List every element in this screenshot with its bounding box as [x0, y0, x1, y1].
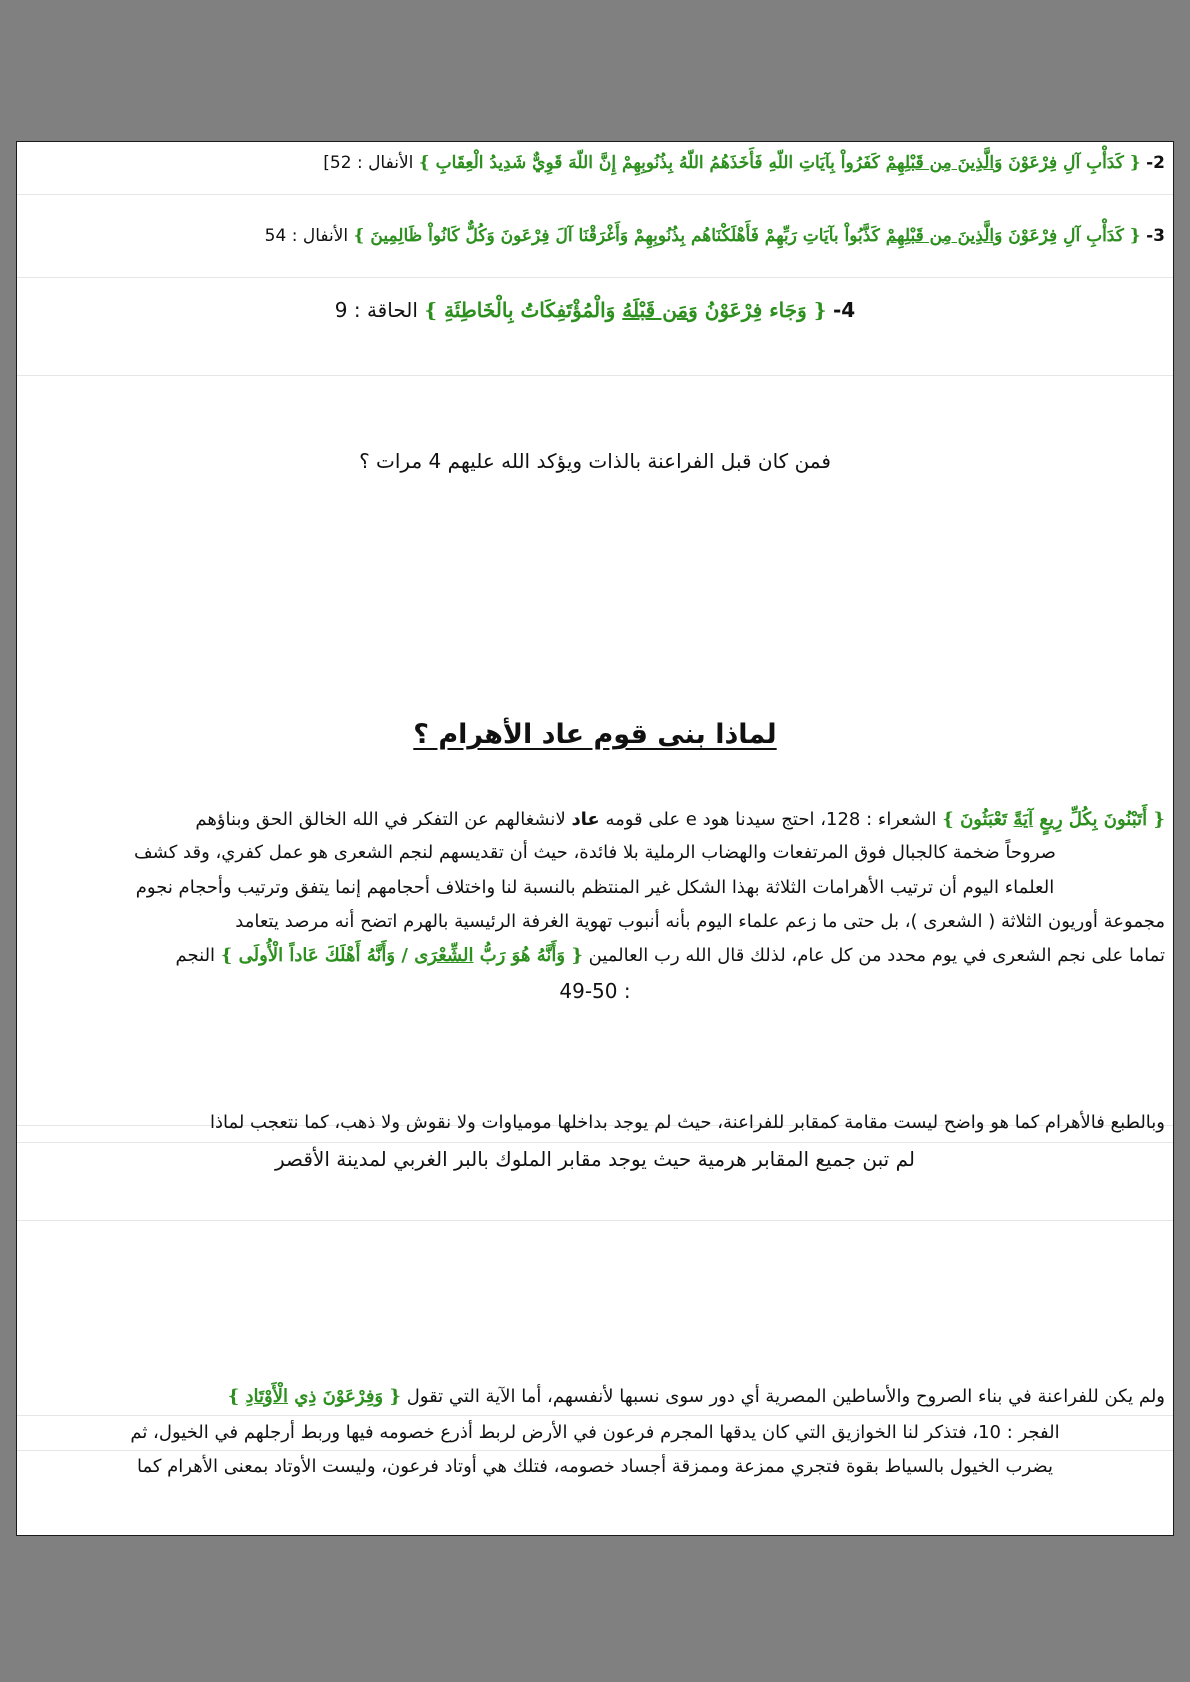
paragraph-1-line-1: { أَتَبْنُونَ بِكُلِّ رِيعٍ آيَةً تَعْبَثُونَ } الشعراء : 128، احتج سيدنا هود e على قومه عاد لانشغالهم عن التفكر في الله الخالق الحق وبناؤهم [195, 809, 1165, 830]
verse-reference: الأنفال : 54 [264, 226, 349, 246]
paragraph-2-line-2: لم تبن جميع المقابر هرمية حيث يوجد مقابر الملوك بالبر الغربي لمدينة الأقصر [275, 1147, 915, 1171]
divider [17, 277, 1173, 278]
verse-line-2 [25, 147, 1165, 179]
section-heading: لماذا بنى قوم عاد الأهرام ؟ [413, 719, 777, 750]
paragraph-3-line-2: الفجر : 10، فتذكر لنا الخوازيق التي كان يدقها المجرم فرعون في الأرض لربط أذرع خصومه فيها وربط أرجلهم في الخيول، ثم [130, 1422, 1060, 1443]
question-text: فمن كان قبل الفراعنة بالذات ويؤكد الله عليهم 4 مرات ؟ [359, 449, 831, 473]
verse-line-3 [25, 220, 1165, 252]
verse-reference: الأنفال : 52] [323, 153, 414, 173]
quran-text: { أَتَبْنُونَ بِكُلِّ رِيعٍ آيَةً تَعْبَثُونَ } [942, 809, 1165, 830]
quran-text: { وَأَنَّهُ هُوَ رَبُّ الشِّعْرَى / وَأَنَّهُ أَهْلَكَ عَاداً الْأُولَى } [220, 945, 583, 966]
quran-text: { وَفِرْعَوْنَ ذِي الْأَوْتَادِ } [227, 1386, 401, 1407]
verse-number: 4- [832, 298, 856, 322]
document-page [16, 141, 1174, 1536]
verse-number: 3- [1146, 226, 1165, 246]
quran-text: { وَجَاء فِرْعَوْنُ وَمَن قَبْلَهُ وَالْمُؤْتَفِكَاتُ بِالْخَاطِئَةِ } [424, 298, 827, 322]
paragraph-3-line-1: ولم يكن للفراعنة في بناء الصروح والأساطين المصرية أي دور سوى نسبها لأنفسهم، أما الآية التي تقول { وَفِرْعَوْنَ ذِي الْأَوْتَادِ } [227, 1386, 1165, 1407]
divider [17, 1220, 1173, 1221]
quran-text: { كَدَأْبِ آلِ فِرْعَوْنَ وَالَّذِينَ مِن قَبْلِهِمْ كَذَّبُواْ بآيَاتِ رَبِّهِمْ فَأَهْلَكْنَاهُم بِذُنُوبِهِمْ وَأَغْرَقْنَا آلَ فِرْعَونَ وَكُلٌّ كَانُواْ ظَالِمِينَ } [353, 226, 1141, 246]
paragraph-1-line-3: العلماء اليوم أن ترتيب الأهرامات الثلاثة بهذا الشكل غير المنتظم بالنسبة لنا واختلاف أحجامهم إنما يتفق وترتيب وأحجام نجوم [135, 877, 1055, 898]
verse-number: 2- [1146, 153, 1165, 173]
paragraph-2-line-1: وبالطبع فالأهرام كما هو واضح ليست مقامة كمقابر للفراعنة، حيث لم يوجد بداخلها مومياوات ولا نقوش ولا ذهب، كما نتعجب لماذا [209, 1112, 1165, 1133]
quran-text: { كَدَأْبِ آلِ فِرْعَوْنَ وَالَّذِينَ مِن قَبْلِهِمْ كَفَرُواْ بِآيَاتِ اللّهِ فَأَخَذَهُمُ اللّهُ بِذُنُوبِهِمْ إِنَّ اللّهَ قَوِيٌّ شَدِيدُ الْعِقَابِ } [418, 153, 1141, 173]
verse-line-4 [25, 294, 1165, 326]
paragraph-1-line-5: تماما على نجم الشعرى في يوم محدد من كل عام، لذلك قال الله رب العالمين { وَأَنَّهُ هُوَ رَبُّ الشِّعْرَى / وَأَنَّهُ أَهْلَكَ عَاداً الْأُولَى } النجم [175, 945, 1165, 966]
verse-reference: الحاقة : 9 [334, 298, 418, 322]
paragraph-3-line-3: يضرب الخيول بالسياط بقوة فتجري ممزعة وممزقة أجساد خصومه، فتلك هي أوتاد فرعون، وليست الأوتاد بمعنى الأهرام كما [136, 1456, 1054, 1477]
paragraph-1-line-6: : 49-50 [559, 979, 631, 1003]
divider [17, 1415, 1173, 1416]
divider [17, 375, 1173, 376]
paragraph-1-line-4: مجموعة أوريون الثلاثة ( الشعرى )، بل حتى ما زعم علماء اليوم بأنه أنبوب تهوية الغرفة الرئيسية بالهرم اتضح أنه مرصد يتعامد [235, 911, 1165, 932]
divider [17, 194, 1173, 195]
paragraph-1-line-2: صروحاً ضخمة كالجبال فوق المرتفعات والهضاب الرملية بلا فائدة، حيث أن تقديسهم لنجم الشعرى هو عمل كفري، وقد كشف [134, 842, 1056, 863]
